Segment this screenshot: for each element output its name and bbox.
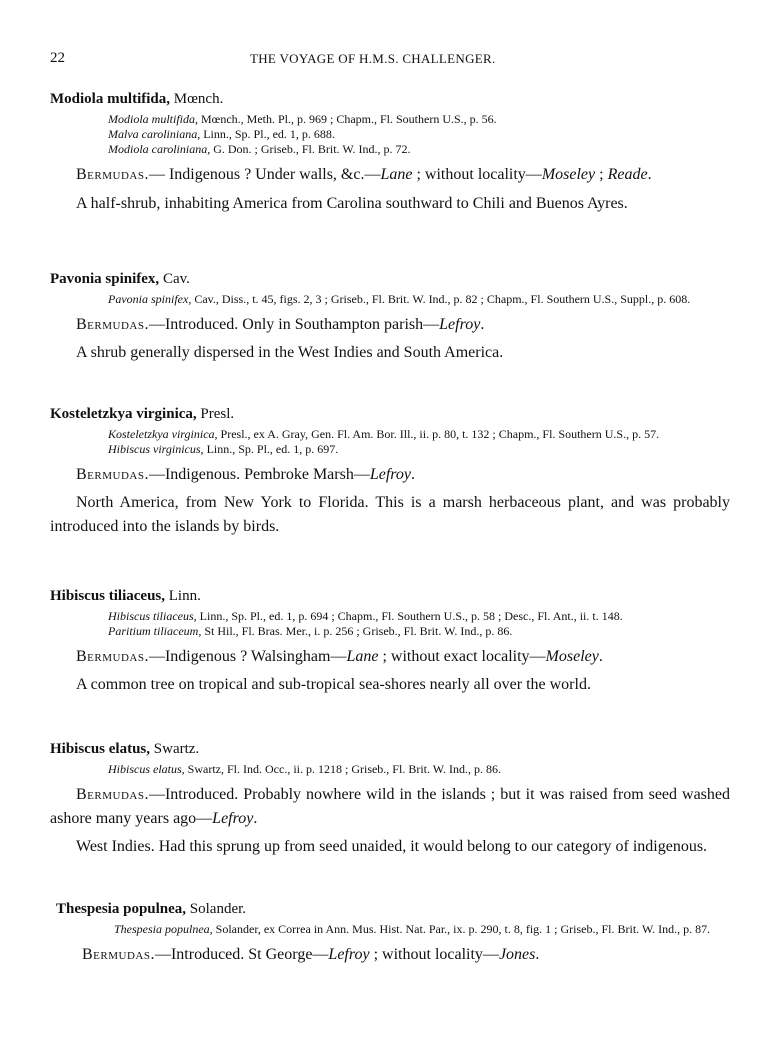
species-authority: Presl. — [196, 406, 235, 422]
species-name: Thespesia populnea, — [56, 901, 187, 917]
entry-thespesia-populnea — [56, 900, 736, 967]
species-heading — [50, 740, 730, 758]
distribution-paragraph: A shrub generally dispersed in the West Indies and South America. — [76, 344, 504, 361]
synonym-ref: Modiola multifida, Mœnch., Meth. Pl., p. 969 ; Chapm., Fl. Southern U.S., p. 56. — [108, 112, 497, 126]
entry-modiola-multifida — [50, 90, 730, 216]
species-name: Hibiscus elatus, — [50, 741, 151, 757]
locality-paragraph: Bermudas.— Indigenous ? Under walls, &c.—Lane ; without locality—Moseley ; Reade. — [76, 166, 652, 183]
species-authority: Mœnch. — [170, 91, 224, 107]
synonym-refs — [108, 609, 730, 639]
synonym-ref: Thespesia populnea, Solander, ex Correa in Ann. Mus. Hist. Nat. Par., ix. p. 290, t. 8, fig. 1 ; Griseb., Fl. Brit. W. Ind., p. 87. — [114, 922, 711, 936]
species-heading — [50, 270, 730, 288]
species-authority: Swartz. — [150, 741, 200, 757]
species-authority: Linn. — [165, 588, 201, 604]
entry-kosteletzkya-virginica — [50, 405, 730, 539]
distribution-paragraph: A common tree on tropical and sub-tropical sea-shores nearly all over the world. — [76, 676, 591, 693]
page-header — [50, 50, 730, 70]
synonym-ref: Hibiscus tiliaceus, Linn., Sp. Pl., ed. 1, p. 694 ; Chapm., Fl. Southern U.S., p. 58 ; Desc., Fl. Ant., ii. t. 148. — [108, 609, 623, 623]
synonym-ref: Paritium tiliaceum, St Hil., Fl. Bras. Mer., i. p. 256 ; Griseb., Fl. Brit. W. Ind., p. 86. — [108, 624, 513, 638]
synonym-refs — [108, 112, 730, 157]
species-name: Pavonia spinifex, — [50, 271, 160, 287]
synonym-ref: Pavonia spinifex, Cav., Diss., t. 45, figs. 2, 3 ; Griseb., Fl. Brit. W. Ind., p. 82 ; Chapm., Fl. Southern U.S., Suppl., p. 608. — [108, 292, 691, 306]
synonym-ref: Hibiscus virginicus, Linn., Sp. Pl., ed. 1, p. 697. — [108, 442, 339, 456]
synonym-refs — [114, 922, 736, 937]
locality-paragraph: Bermudas.—Introduced. Probably nowhere wild in the islands ; but it was raised from seed washed ashore many years ago—Lefroy. — [50, 786, 730, 827]
page-number: 22 — [50, 50, 65, 66]
distribution-paragraph: West Indies. Had this sprung up from seed unaided, it would belong to our category of indigenous. — [76, 838, 708, 855]
synonym-ref: Kosteletzkya virginica, Presl., ex A. Gray, Gen. Fl. Am. Bor. Ill., ii. p. 80, t. 132 ; Chapm., Fl. Southern U.S., p. 57. — [108, 427, 660, 441]
synonym-refs — [108, 427, 730, 457]
synonym-refs — [108, 762, 730, 777]
distribution-paragraph: North America, from New York to Florida. This is a marsh herbaceous plant, and was probably introduced into the islands by birds. — [50, 494, 730, 535]
running-title: THE VOYAGE OF H.M.S. CHALLENGER. — [250, 51, 496, 66]
locality-paragraph: Bermudas.—Introduced. Only in Southampton parish—Lefroy. — [76, 316, 485, 333]
locality-paragraph: Bermudas.—Indigenous. Pembroke Marsh—Lefroy. — [76, 466, 416, 483]
entry-hibiscus-elatus — [50, 740, 730, 859]
synonym-ref: Modiola caroliniana, G. Don. ; Griseb., Fl. Brit. W. Ind., p. 72. — [108, 142, 411, 156]
distribution-paragraph: A half-shrub, inhabiting America from Carolina southward to Chili and Buenos Ayres. — [76, 195, 628, 212]
species-heading — [50, 90, 730, 108]
entry-pavonia-spinifex — [50, 270, 730, 365]
species-heading — [56, 900, 736, 918]
entry-hibiscus-tiliaceus — [50, 587, 730, 697]
synonym-ref: Malva caroliniana, Linn., Sp. Pl., ed. 1, p. 688. — [108, 127, 335, 141]
species-heading — [50, 587, 730, 605]
species-name: Modiola multifida, — [50, 91, 171, 107]
synonym-refs — [108, 292, 730, 307]
species-heading — [50, 405, 730, 423]
species-name: Kosteletzkya virginica, — [50, 406, 197, 422]
locality-paragraph: Bermudas.—Indigenous ? Walsingham—Lane ; without exact locality—Moseley. — [76, 648, 603, 665]
species-name: Hibiscus tiliaceus, — [50, 588, 166, 604]
species-authority: Cav. — [159, 271, 190, 287]
locality-paragraph: Bermudas.—Introduced. St George—Lefroy ; without locality—Jones. — [82, 946, 540, 963]
species-authority: Solander. — [186, 901, 247, 917]
synonym-ref: Hibiscus elatus, Swartz, Fl. Ind. Occ., ii. p. 1218 ; Griseb., Fl. Brit. W. Ind., p. 86. — [108, 762, 501, 776]
